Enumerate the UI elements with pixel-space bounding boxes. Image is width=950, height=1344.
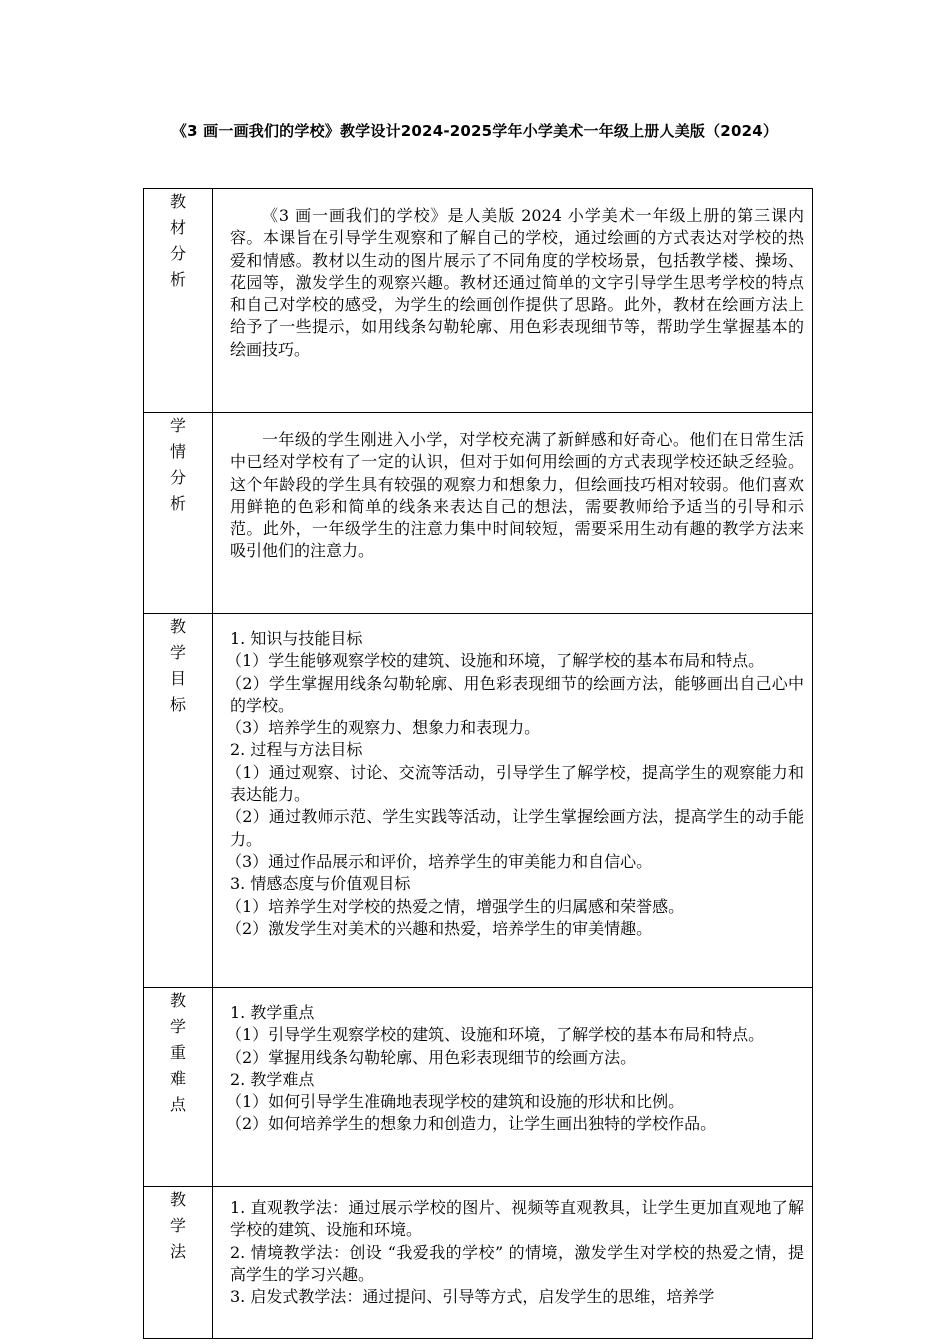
list-item: （3）培养学生的观察力、想象力和表现力。	[226, 718, 541, 738]
table-row-key-difficulties	[144, 988, 813, 1187]
list-item: 3. 启发式教学法：通过提问、引导等方式，启发学生的思维，培养学	[230, 1287, 715, 1307]
row-label-teaching-objectives: 教 学 目 标	[144, 614, 213, 988]
list-item: 1. 知识与技能目标	[230, 629, 363, 648]
list-item: 2. 情境教学法：创设 “我爱我的学校” 的情境，激发学生对学校的热爱之情，提高学生的学习兴趣。	[230, 1242, 804, 1284]
list-item: （2）如何培养学生的想象力和创造力，让学生画出独特的学校作品。	[226, 1114, 717, 1134]
list-item: （1）引导学生观察学校的建筑、设施和环境，了解学校的基本布局和特点。	[226, 1025, 765, 1045]
lesson-plan-table	[143, 188, 813, 1339]
list-item: 1. 教学重点	[230, 1003, 315, 1022]
table-row-student-analysis	[144, 413, 813, 614]
list-item: （2）通过教师示范、学生实践等活动，让学生掌握绘画方法，提高学生的动手能力。	[226, 807, 804, 849]
list-item: （1）培养学生对学校的热爱之情，增强学生的归属感和荣誉感。	[226, 896, 685, 916]
row-label-teaching-methods: 教 学 法	[144, 1187, 213, 1339]
list-item: 2. 教学难点	[230, 1069, 315, 1089]
document-title: 《3 画一画我们的学校》教学设计2024-2025学年小学美术一年级上册人美版（2024）	[171, 122, 779, 140]
list-item: （2）学生掌握用线条勾勒轮廓、用色彩表现细节的绘画方法，能够画出自己心中的学校。	[226, 673, 804, 715]
row-content-teaching-methods	[213, 1187, 813, 1339]
row-label-key-difficulties: 教 学 重 难 点	[144, 988, 213, 1187]
row-label-textbook-analysis: 教 材 分 析	[144, 189, 213, 413]
table-row-teaching-objectives	[144, 614, 813, 988]
row-content-teaching-objectives	[213, 614, 813, 988]
row-content-student-analysis: 一年级的学生刚进入小学，对学校充满了新鲜感和好奇心。他们在日常生活中已经对学校有了一定的认识，但对于如何用绘画的方式表现学校还缺乏经验。这个年龄段的学生具有较强的观察力和想象力，但绘画技巧相对较弱。他们喜欢用鲜艳的色彩和简单的线条来表达自己的想法，需要教师给予适当的引导和示范。此外，一年级学生的注意力集中时间较短，需要采用生动有趣的教学方法来吸引他们的注意力。	[213, 413, 813, 614]
row-content-textbook-analysis: 《3 画一画我们的学校》是人美版 2024 小学美术一年级上册的第三课内容。本课旨在引导学生观察和了解自己的学校，通过绘画的方式表达对学校的热爱和情感。教材以生动的图片展示了不同角度的学校场景，包括教学楼、操场、花园等，激发学生的观察兴趣。教材还通过简单的文字引导学生思考学校的特点和自己对学校的感受，为学生的绘画创作提供了思路。此外，教材在绘画方法上给予了一些提示，如用线条勾勒轮廓、用色彩表现细节等，帮助学生掌握基本的绘画技巧。	[213, 189, 813, 413]
row-content-key-difficulties	[213, 988, 813, 1187]
row-label-student-analysis: 学 情 分 析	[144, 413, 213, 614]
list-item: 3. 情感态度与价值观目标	[230, 874, 411, 894]
list-item: 2. 过程与方法目标	[230, 740, 363, 760]
list-item: 1. 直观教学法：通过展示学校的图片、视频等直观教具，让学生更加直观地了解学校的建筑、设施和环境。	[230, 1198, 804, 1240]
list-item: （2）激发学生对美术的兴趣和热爱，培养学生的审美情趣。	[226, 918, 653, 938]
table-row-textbook-analysis	[144, 189, 813, 413]
list-item: （1）学生能够观察学校的建筑、设施和环境，了解学校的基本布局和特点。	[226, 651, 765, 671]
list-item: （1）如何引导学生准确地表现学校的建筑和设施的形状和比例。	[226, 1092, 685, 1112]
list-item: （2）掌握用线条勾勒轮廓、用色彩表现细节的绘画方法。	[226, 1047, 637, 1067]
list-item: （3）通过作品展示和评价，培养学生的审美能力和自信心。	[226, 851, 653, 871]
list-item: （1）通过观察、讨论、交流等活动，引导学生了解学校，提高学生的观察能力和表达能力。	[226, 762, 804, 805]
table-row-teaching-methods	[144, 1187, 813, 1339]
